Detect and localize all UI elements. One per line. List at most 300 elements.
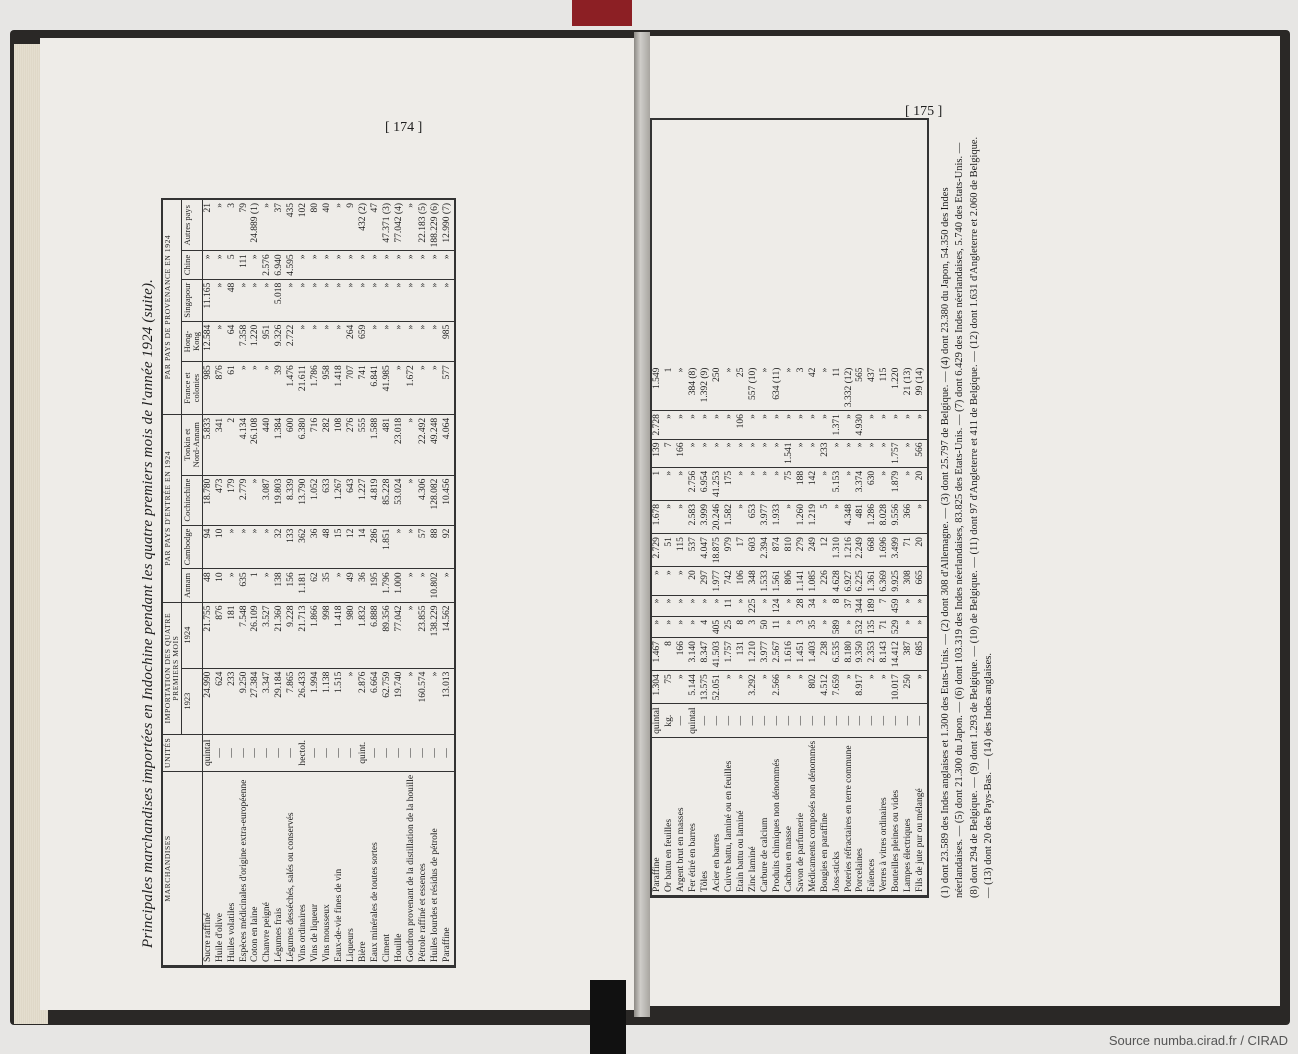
table-row <box>855 365 867 896</box>
unit-cell: — <box>334 734 346 771</box>
value-cell: » <box>394 525 406 569</box>
unit-cell: quint. <box>358 734 370 771</box>
right-import-table <box>652 365 927 896</box>
table-row <box>370 200 382 966</box>
value-cell: 308 <box>903 567 915 595</box>
value-cell: 665 <box>915 567 927 595</box>
value-cell: 3.999 <box>700 501 712 534</box>
value-cell: 9.228 <box>286 602 298 668</box>
value-cell: 802 <box>808 671 820 704</box>
value-cell: » <box>915 671 927 704</box>
value-cell: » <box>688 439 700 467</box>
value-cell: » <box>442 251 454 279</box>
value-cell: 250 <box>712 365 724 411</box>
merchandise-cell: Etain battu ou laminé <box>736 737 748 895</box>
table-row <box>286 200 298 966</box>
table-row <box>891 365 903 896</box>
value-cell: 276 <box>346 414 358 475</box>
value-cell: » <box>712 411 724 439</box>
value-cell: 577 <box>442 362 454 415</box>
value-cell: » <box>784 595 796 616</box>
value-cell: 3.332 (12) <box>844 365 856 411</box>
value-cell: 297 <box>700 567 712 595</box>
unit-cell: — <box>760 704 772 737</box>
value-cell: 22.492 <box>418 414 430 475</box>
value-cell: 8.917 <box>855 671 867 704</box>
unit-cell: — <box>748 704 760 737</box>
value-cell: 11.165 <box>202 279 214 321</box>
value-cell: 14 <box>358 525 370 569</box>
value-cell: » <box>406 525 418 569</box>
value-cell: » <box>430 279 442 321</box>
value-cell: 432 (2) <box>358 200 370 251</box>
value-cell: 6.369 <box>879 567 891 595</box>
table-row <box>227 200 239 966</box>
value-cell: » <box>394 362 406 415</box>
unit-cell: — <box>867 704 879 737</box>
value-cell: 440 <box>262 414 274 475</box>
value-cell: 1.451 <box>796 638 808 671</box>
value-cell: 566 <box>915 439 927 467</box>
value-cell: 1.310 <box>832 534 844 567</box>
value-cell: 8.347 <box>700 638 712 671</box>
value-cell: » <box>334 321 346 362</box>
value-cell: 49 <box>346 569 358 602</box>
value-cell: 3.374 <box>855 467 867 500</box>
value-cell: » <box>215 200 227 251</box>
value-cell: 1.879 <box>891 467 903 500</box>
table-row <box>784 365 796 896</box>
value-cell: 3 <box>748 616 760 637</box>
unit-cell: — <box>227 734 239 771</box>
value-cell: 1.588 <box>370 414 382 475</box>
table-row <box>418 200 430 966</box>
value-cell: 3.499 <box>891 534 903 567</box>
value-cell: 139 <box>652 439 664 467</box>
value-cell: 806 <box>784 567 796 595</box>
value-cell: » <box>915 616 927 637</box>
left-import-table <box>163 200 454 966</box>
value-cell: 1.582 <box>724 501 736 534</box>
value-cell: 537 <box>688 534 700 567</box>
value-cell: 1.786 <box>310 362 322 415</box>
value-cell: » <box>358 279 370 321</box>
value-cell: 1.210 <box>748 638 760 671</box>
value-cell: 75 <box>664 671 676 704</box>
value-cell: 481 <box>382 414 394 475</box>
value-cell: 20 <box>915 467 927 500</box>
value-cell: » <box>832 439 844 467</box>
value-cell: » <box>239 362 251 415</box>
value-cell: 3.977 <box>760 638 772 671</box>
value-cell: » <box>322 321 334 362</box>
value-cell: 108 <box>334 414 346 475</box>
table-row <box>772 365 784 896</box>
value-cell: 1.851 <box>382 525 394 569</box>
unit-cell: — <box>879 704 891 737</box>
value-cell: » <box>298 279 310 321</box>
value-cell: 32 <box>274 525 286 569</box>
value-cell: 1.260 <box>796 501 808 534</box>
value-cell: 27.384 <box>250 668 262 734</box>
unit-cell: — <box>250 734 262 771</box>
value-cell: 37 <box>274 200 286 251</box>
value-cell: » <box>844 467 856 500</box>
value-cell: 3.977 <box>760 501 772 534</box>
value-cell: » <box>879 671 891 704</box>
value-cell: 9.350 <box>855 638 867 671</box>
value-cell: 874 <box>772 534 784 567</box>
value-cell: » <box>736 671 748 704</box>
value-cell: 9 <box>346 200 358 251</box>
value-cell: » <box>215 321 227 362</box>
value-cell: 2.728 <box>652 411 664 439</box>
col-chine: Chine <box>181 251 202 279</box>
unit-cell: — <box>286 734 298 771</box>
value-cell: 1.467 <box>652 638 664 671</box>
value-cell: » <box>322 279 334 321</box>
merchandise-cell: Or battu en feuilles <box>664 737 676 895</box>
value-cell: 10.802 <box>430 569 442 602</box>
value-cell: 189 <box>867 595 879 616</box>
value-cell: 985 <box>202 362 214 415</box>
value-cell: 3.527 <box>262 602 274 668</box>
value-cell: 21.713 <box>298 602 310 668</box>
value-cell: 10.456 <box>442 475 454 525</box>
value-cell: 1 <box>652 467 664 500</box>
value-cell: » <box>664 501 676 534</box>
value-cell: 5.153 <box>832 467 844 500</box>
merchandise-cell: Zinc laminé <box>748 737 760 895</box>
unit-cell: — <box>796 704 808 737</box>
merchandise-cell: Produits chimiques non dénommés <box>772 737 784 895</box>
merchandise-cell: Vins de liqueur <box>310 771 322 965</box>
value-cell: » <box>676 616 688 637</box>
value-cell: » <box>903 595 915 616</box>
value-cell: 24.889 (1) <box>250 200 262 251</box>
table-row <box>724 365 736 896</box>
value-cell: 9.326 <box>274 321 286 362</box>
value-cell: 13.575 <box>700 671 712 704</box>
value-cell: » <box>867 411 879 439</box>
col-cambodge: Cambodge <box>181 525 202 569</box>
value-cell: 39 <box>274 362 286 415</box>
value-cell: 2.576 <box>262 251 274 279</box>
unit-cell: quintal <box>688 704 700 737</box>
unit-cell: — <box>724 704 736 737</box>
value-cell: 707 <box>346 362 358 415</box>
value-cell: » <box>394 321 406 362</box>
unit-cell: — <box>239 734 251 771</box>
value-cell: 635 <box>239 569 251 602</box>
table-row <box>250 200 262 966</box>
value-cell: 9.556 <box>891 501 903 534</box>
value-cell: 1.304 <box>652 671 664 704</box>
unit-cell: — <box>406 734 418 771</box>
value-cell: 1.994 <box>310 668 322 734</box>
value-cell: » <box>736 467 748 500</box>
value-cell: 106 <box>736 411 748 439</box>
merchandise-cell: Huiles volatiles <box>227 771 239 965</box>
value-cell: » <box>382 321 394 362</box>
value-cell: » <box>903 411 915 439</box>
value-cell: » <box>879 467 891 500</box>
value-cell: 64 <box>227 321 239 362</box>
value-cell: 12 <box>346 525 358 569</box>
value-cell: 4 <box>700 616 712 637</box>
value-cell: 659 <box>358 321 370 362</box>
value-cell: 48 <box>227 279 239 321</box>
value-cell: 1.515 <box>334 668 346 734</box>
value-cell: 7.865 <box>286 668 298 734</box>
table-row <box>844 365 856 896</box>
value-cell: » <box>664 411 676 439</box>
value-cell: 341 <box>215 414 227 475</box>
value-cell: 62.759 <box>382 668 394 734</box>
value-cell: 810 <box>784 534 796 567</box>
table-row <box>346 200 358 966</box>
table-row <box>820 365 832 896</box>
table-row <box>700 365 712 896</box>
value-cell: 958 <box>322 362 334 415</box>
value-cell: 4.512 <box>820 671 832 704</box>
value-cell: » <box>430 362 442 415</box>
value-cell: » <box>262 200 274 251</box>
table-row <box>736 365 748 896</box>
unit-cell: — <box>262 734 274 771</box>
value-cell: » <box>406 321 418 362</box>
value-cell: 286 <box>370 525 382 569</box>
value-cell: 4.134 <box>239 414 251 475</box>
value-cell: 233 <box>227 668 239 734</box>
value-cell: » <box>334 200 346 251</box>
value-cell: » <box>676 411 688 439</box>
table-row <box>239 200 251 966</box>
unit-cell: — <box>382 734 394 771</box>
value-cell: 600 <box>286 414 298 475</box>
value-cell: » <box>700 595 712 616</box>
value-cell: 188 <box>796 467 808 500</box>
value-cell: » <box>808 411 820 439</box>
value-cell: 233 <box>820 439 832 467</box>
value-cell: 348 <box>748 567 760 595</box>
unit-cell: quintal <box>652 704 664 737</box>
value-cell: 11 <box>832 365 844 411</box>
value-cell: 951 <box>262 321 274 362</box>
value-cell: 51 <box>664 534 676 567</box>
value-cell: » <box>903 467 915 500</box>
value-cell: 62 <box>310 569 322 602</box>
unit-cell: — <box>820 704 832 737</box>
value-cell: 529 <box>891 616 903 637</box>
unit-cell: — <box>784 704 796 737</box>
value-cell: 6.888 <box>370 602 382 668</box>
value-cell: 13.013 <box>442 668 454 734</box>
value-cell: 131 <box>736 638 748 671</box>
merchandise-cell: Poteries réfractaires en terre commune <box>844 737 856 895</box>
value-cell: 1.403 <box>808 638 820 671</box>
value-cell: 742 <box>724 567 736 595</box>
value-cell: » <box>298 321 310 362</box>
value-cell: 23.855 <box>418 602 430 668</box>
value-cell: » <box>418 362 430 415</box>
value-cell: 2.583 <box>688 501 700 534</box>
value-cell: 135 <box>867 616 879 637</box>
value-cell: 181 <box>227 602 239 668</box>
value-cell: 634 (11) <box>772 365 784 411</box>
value-cell: 179 <box>227 475 239 525</box>
value-cell: 4.064 <box>442 414 454 475</box>
value-cell: » <box>652 567 664 595</box>
value-cell: » <box>442 279 454 321</box>
table-row <box>748 365 760 896</box>
merchandise-cell: Savon de parfumerie <box>796 737 808 895</box>
value-cell: 102 <box>298 200 310 251</box>
value-cell: 7 <box>879 595 891 616</box>
merchandise-cell: Goudron provenant de la distillation de la houille <box>406 771 418 965</box>
value-cell: 876 <box>215 602 227 668</box>
merchandise-cell: Porcelaines <box>855 737 867 895</box>
value-cell: 1.227 <box>358 475 370 525</box>
value-cell: » <box>334 569 346 602</box>
value-cell: 21 <box>202 200 214 251</box>
value-cell: 115 <box>879 365 891 411</box>
value-cell: » <box>784 616 796 637</box>
value-cell: 344 <box>855 595 867 616</box>
value-cell: 156 <box>286 569 298 602</box>
value-cell: » <box>382 251 394 279</box>
value-cell: » <box>820 411 832 439</box>
table-row <box>915 365 927 896</box>
value-cell: » <box>676 567 688 595</box>
value-cell: 52.051 <box>712 671 724 704</box>
footnotes: (1) dont 23.589 des Indes anglaises et 1.300 des Etats-Unis. — (2) dont 308 d'Allemagne. — (3) dont 25.797 de Belgique. — (4) dont 23.380 du Japon, 54.350 des Indes néerlandaises. — (5) dont 21.300 du Japon. — (6) dont 103.319 des Indes néerlandaises, 83.825 des Etats-Unis. — (7) dont 6.429 des Indes néerlandaises, 5.740 des Etats-Unis. — (8) dont 294 de Belgique. — (9) dont 1.293 de Belgique. — (10) de Belgique. — (11) dont 97 d'Angleterre et 411 de Belgique. — (12) dont 1.631 d'Angleterre et 2.060 de Belgique. — (13) dont 20 des Pays-Bas. — (14) des Indes anglaises. <box>940 136 994 898</box>
value-cell: 138.229 <box>430 602 442 668</box>
value-cell: » <box>772 439 784 467</box>
value-cell: 1.267 <box>334 475 346 525</box>
col-hongkong: Hong-Kong <box>181 321 202 362</box>
value-cell: 435 <box>286 200 298 251</box>
merchandise-cell: Légumes frais <box>274 771 286 965</box>
value-cell: » <box>724 671 736 704</box>
value-cell: 14.562 <box>442 602 454 668</box>
value-cell: » <box>250 525 262 569</box>
value-cell: » <box>820 616 832 637</box>
value-cell: 250 <box>903 671 915 704</box>
value-cell: » <box>760 365 772 411</box>
value-cell: 1.219 <box>808 501 820 534</box>
value-cell: 226 <box>820 567 832 595</box>
merchandise-cell: Cuivre battu, laminé ou en feuilles <box>724 737 736 895</box>
merchandise-cell: Eaux-de-vie fines de vin <box>334 771 346 965</box>
merchandise-cell: Bière <box>358 771 370 965</box>
col-cochinchine: Cochinchine <box>181 475 202 525</box>
value-cell: » <box>784 365 796 411</box>
value-cell: 282 <box>322 414 334 475</box>
unit-cell: — <box>310 734 322 771</box>
value-cell: 8 <box>832 595 844 616</box>
table-row <box>442 200 454 966</box>
value-cell: 28 <box>796 595 808 616</box>
value-cell: » <box>430 251 442 279</box>
value-cell: » <box>844 616 856 637</box>
value-cell: 10 <box>215 525 227 569</box>
value-cell: » <box>688 411 700 439</box>
table-row <box>262 200 274 966</box>
col-importation: IMPORTATION DES QUATRE PREMIERS MOIS <box>163 602 181 734</box>
value-cell: » <box>700 439 712 467</box>
value-cell: » <box>406 602 418 668</box>
merchandise-cell: Légumes desséchés, salés ou conservés <box>286 771 298 965</box>
value-cell: 18.780 <box>202 475 214 525</box>
merchandise-cell: Bouteilles pleines ou vides <box>891 737 903 895</box>
value-cell: 1.757 <box>724 638 736 671</box>
value-cell: 21.611 <box>298 362 310 415</box>
value-cell: 4.348 <box>844 501 856 534</box>
unit-cell: — <box>418 734 430 771</box>
unit-cell: — <box>676 704 688 737</box>
value-cell: 264 <box>346 321 358 362</box>
value-cell: 12 <box>820 534 832 567</box>
value-cell: » <box>310 279 322 321</box>
value-cell: 589 <box>832 616 844 637</box>
value-cell: 20 <box>915 534 927 567</box>
unit-cell: — <box>712 704 724 737</box>
value-cell: 26.109 <box>250 602 262 668</box>
value-cell: 6.954 <box>700 467 712 500</box>
value-cell: 71 <box>903 534 915 567</box>
table-row <box>322 200 334 966</box>
value-cell: 11 <box>724 595 736 616</box>
merchandise-cell: Fils de jute pur ou mélangé <box>915 737 927 895</box>
value-cell: 195 <box>370 569 382 602</box>
value-cell: 1.796 <box>382 569 394 602</box>
right-table-body <box>652 365 927 896</box>
value-cell: 77.042 <box>394 602 406 668</box>
col-singapour: Singapour <box>181 279 202 321</box>
unit-cell: — <box>808 704 820 737</box>
value-cell: 1.418 <box>334 602 346 668</box>
value-cell: 50 <box>760 616 772 637</box>
table-row <box>382 200 394 966</box>
unit-cell: — <box>915 704 927 737</box>
value-cell: 88 <box>430 525 442 569</box>
merchandise-cell: Espèces médicinales d'origine extra-européenne <box>239 771 251 965</box>
value-cell: 47 <box>370 200 382 251</box>
value-cell: 2 <box>227 414 239 475</box>
value-cell: » <box>676 467 688 500</box>
value-cell: 6.380 <box>298 414 310 475</box>
value-cell: » <box>202 251 214 279</box>
value-cell: 2.876 <box>358 668 370 734</box>
table-row <box>688 365 700 896</box>
value-cell: » <box>784 671 796 704</box>
value-cell: » <box>250 475 262 525</box>
value-cell: » <box>286 279 298 321</box>
value-cell: » <box>310 251 322 279</box>
value-cell: » <box>760 439 772 467</box>
value-cell: » <box>784 411 796 439</box>
value-cell: 133 <box>286 525 298 569</box>
value-cell: 473 <box>215 475 227 525</box>
table-row <box>879 365 891 896</box>
merchandise-cell: Lampes électriques <box>903 737 915 895</box>
value-cell: 1.533 <box>760 567 772 595</box>
value-cell: 1.138 <box>322 668 334 734</box>
value-cell: » <box>796 671 808 704</box>
value-cell: 668 <box>867 534 879 567</box>
table-row <box>358 200 370 966</box>
